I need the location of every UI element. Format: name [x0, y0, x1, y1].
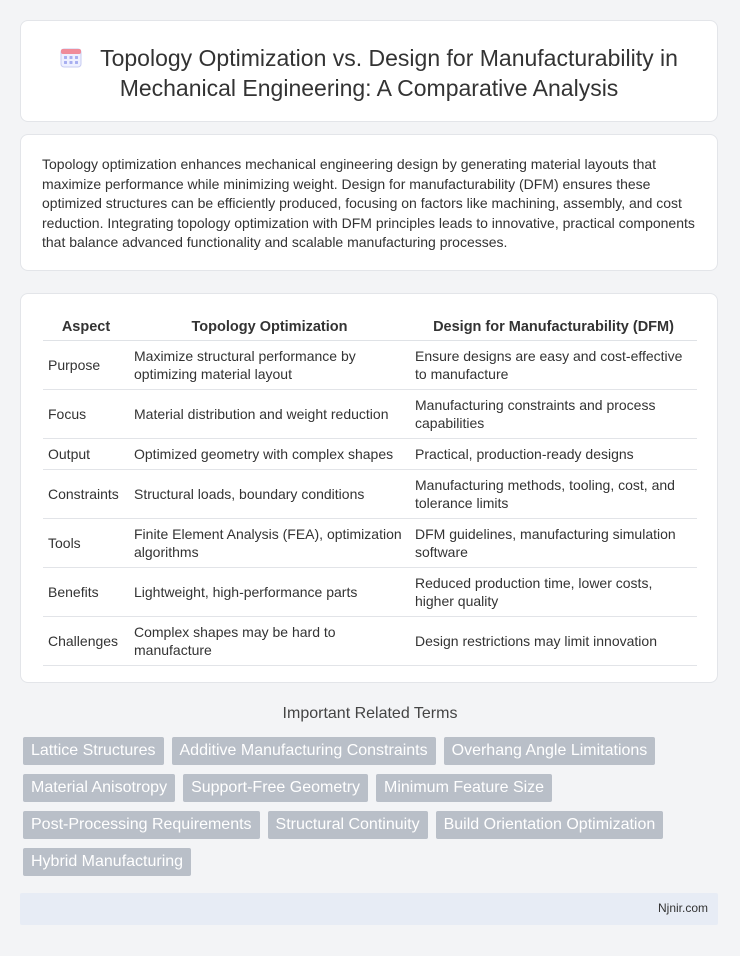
row-dfm: Ensure designs are easy and cost-effective to manufacture — [410, 341, 697, 390]
header-topology-optimization: Topology Optimization — [129, 314, 410, 341]
header-dfm: Design for Manufacturability (DFM) — [410, 314, 697, 341]
row-aspect: Tools — [43, 519, 129, 568]
term-tag[interactable]: Lattice Structures — [23, 737, 164, 765]
row-aspect: Output — [43, 439, 129, 470]
table-row — [43, 568, 697, 617]
table-row — [43, 341, 697, 390]
row-aspect: Purpose — [43, 341, 129, 390]
term-tag[interactable]: Post-Processing Requirements — [23, 811, 260, 839]
row-dfm: Design restrictions may limit innovation — [410, 617, 697, 666]
term-tag[interactable]: Hybrid Manufacturing — [23, 848, 191, 876]
table-header-row — [43, 314, 697, 341]
title-card — [20, 20, 718, 122]
row-dfm: Manufacturing constraints and process capabilities — [410, 390, 697, 439]
footer-bar — [20, 893, 718, 925]
page-title-wrap — [21, 43, 717, 103]
table-row — [43, 390, 697, 439]
term-tag[interactable]: Material Anisotropy — [23, 774, 175, 802]
related-terms-list — [23, 737, 683, 876]
header-aspect: Aspect — [43, 314, 129, 341]
row-aspect: Challenges — [43, 617, 129, 666]
term-tag[interactable]: Overhang Angle Limitations — [444, 737, 656, 765]
intro-paragraph: Topology optimization enhances mechanical engineering design by generating material layouts that maximize performance while minimizing weight. Design for manufacturability (DFM) ensures these optimized structures can be efficiently produced, focusing on factors like machining, assembly, and cost reduction. Integrating topology optimization with DFM principles leads to innovative, practical components that balance advanced functionality and scalable manufacturing processes. — [42, 156, 695, 250]
row-dfm: DFM guidelines, manufacturing simulation software — [410, 519, 697, 568]
row-topology: Finite Element Analysis (FEA), optimization algorithms — [129, 519, 410, 568]
comparison-table — [43, 314, 697, 666]
row-dfm: Reduced production time, lower costs, higher quality — [410, 568, 697, 617]
row-topology: Complex shapes may be hard to manufacture — [129, 617, 410, 666]
row-dfm: Manufacturing methods, tooling, cost, and tolerance limits — [410, 470, 697, 519]
row-topology: Lightweight, high-performance parts — [129, 568, 410, 617]
related-terms-heading: Important Related Terms — [282, 705, 458, 722]
row-aspect: Constraints — [43, 470, 129, 519]
term-tag[interactable]: Minimum Feature Size — [376, 774, 552, 802]
table-row — [43, 617, 697, 666]
comparison-table-card — [20, 293, 718, 683]
calendar-icon — [60, 46, 82, 68]
table-row — [43, 470, 697, 519]
term-tag[interactable]: Support-Free Geometry — [183, 774, 368, 802]
row-aspect: Benefits — [43, 568, 129, 617]
term-tag[interactable]: Structural Continuity — [268, 811, 428, 839]
row-aspect: Focus — [43, 390, 129, 439]
term-tag[interactable]: Additive Manufacturing Constraints — [172, 737, 436, 765]
row-topology: Optimized geometry with complex shapes — [129, 439, 410, 470]
row-topology: Structural loads, boundary conditions — [129, 470, 410, 519]
table-row — [43, 519, 697, 568]
row-topology: Material distribution and weight reduction — [129, 390, 410, 439]
table-row — [43, 439, 697, 470]
intro-card — [20, 134, 718, 271]
row-dfm: Practical, production-ready designs — [410, 439, 697, 470]
footer-site-label[interactable]: Njnir.com — [657, 901, 708, 915]
row-topology: Maximize structural performance by optimizing material layout — [129, 341, 410, 390]
term-tag[interactable]: Build Orientation Optimization — [436, 811, 664, 839]
page-title: Topology Optimization vs. Design for Manufacturability in Mechanical Engineering: A Comparative Analysis — [100, 45, 678, 101]
